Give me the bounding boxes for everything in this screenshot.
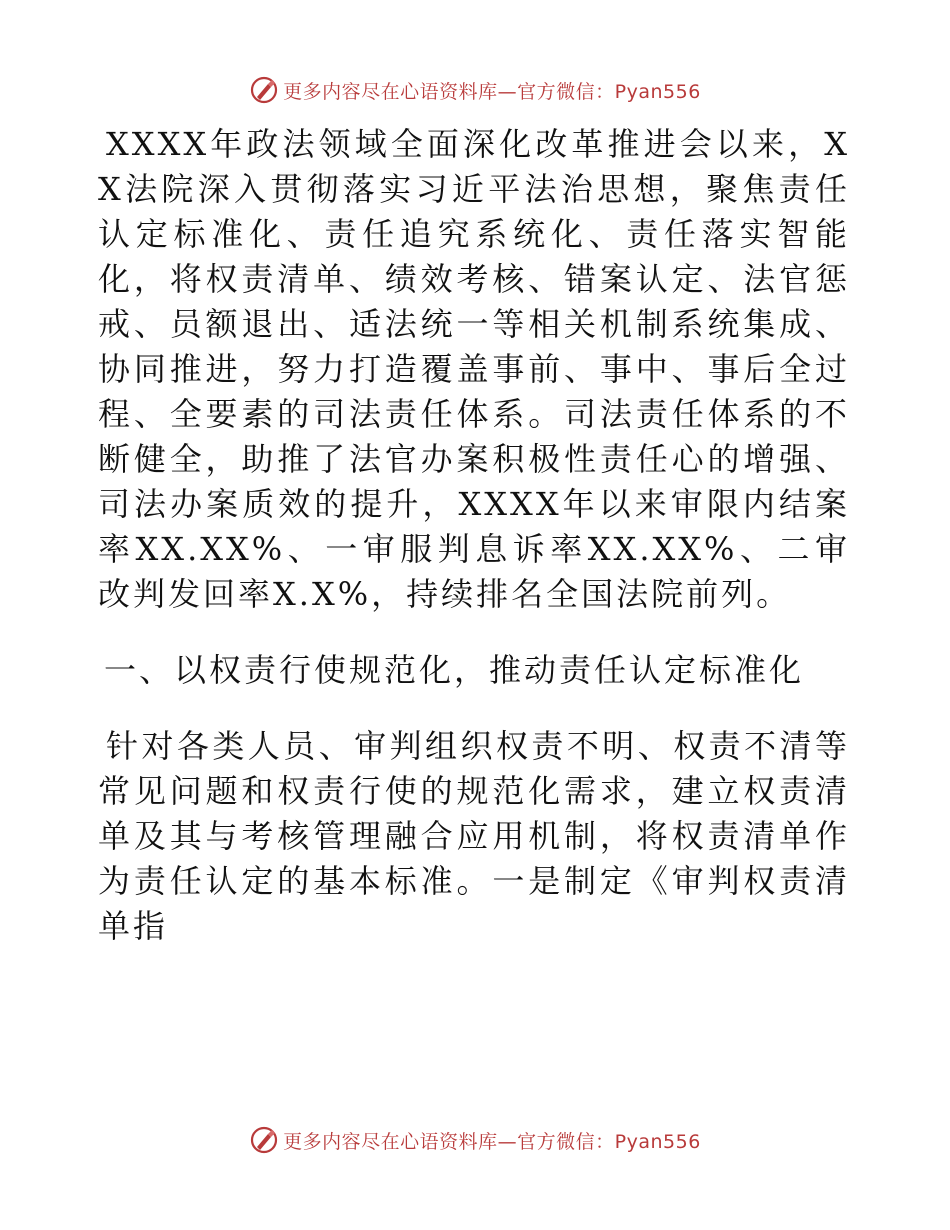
- pen-logo-icon: [249, 75, 279, 105]
- watermark-text: 更多内容尽在心语资料库—官方微信：Pyan556: [283, 80, 701, 103]
- watermark-header: [0, 70, 950, 110]
- watermark-text: 更多内容尽在心语资料库—官方微信：Pyan556: [283, 1130, 701, 1153]
- watermark-footer: [0, 1120, 950, 1160]
- document-body: [98, 122, 850, 949]
- paragraph-section-1: 针对各类人员、审判组织权责不明、权责不清等常见问题和权责行使的规范化需求，建立权责清单及其与考核管理融合应用机制，将权责清单作为责任认定的基本标准。一是制定《审判权责清单指: [98, 727, 850, 945]
- pen-logo-icon: [249, 1125, 279, 1155]
- section-heading-1: 一、以权责行使规范化，推动责任认定标准化: [104, 651, 805, 689]
- paragraph-intro: XXXX年政法领域全面深化改革推进会以来，XX法院深入贯彻落实习近平法治思想，聚焦责任认定标准化、责任追究系统化、责任落实智能化，将权责清单、绩效考核、错案认定、法官惩戒、员额退出、适法统一等相关机制系统集成、协同推进，努力打造覆盖事前、事中、事后全过程、全要素的司法责任体系。司法责任体系的不断健全，助推了法官办案积极性责任心的增强、司法办案质效的提升，XXXX年以来审限内结案率XX.XX%、一审服判息诉率XX.XX%、二审改判发回率X.X%，持续排名全国法院前列。: [98, 125, 850, 613]
